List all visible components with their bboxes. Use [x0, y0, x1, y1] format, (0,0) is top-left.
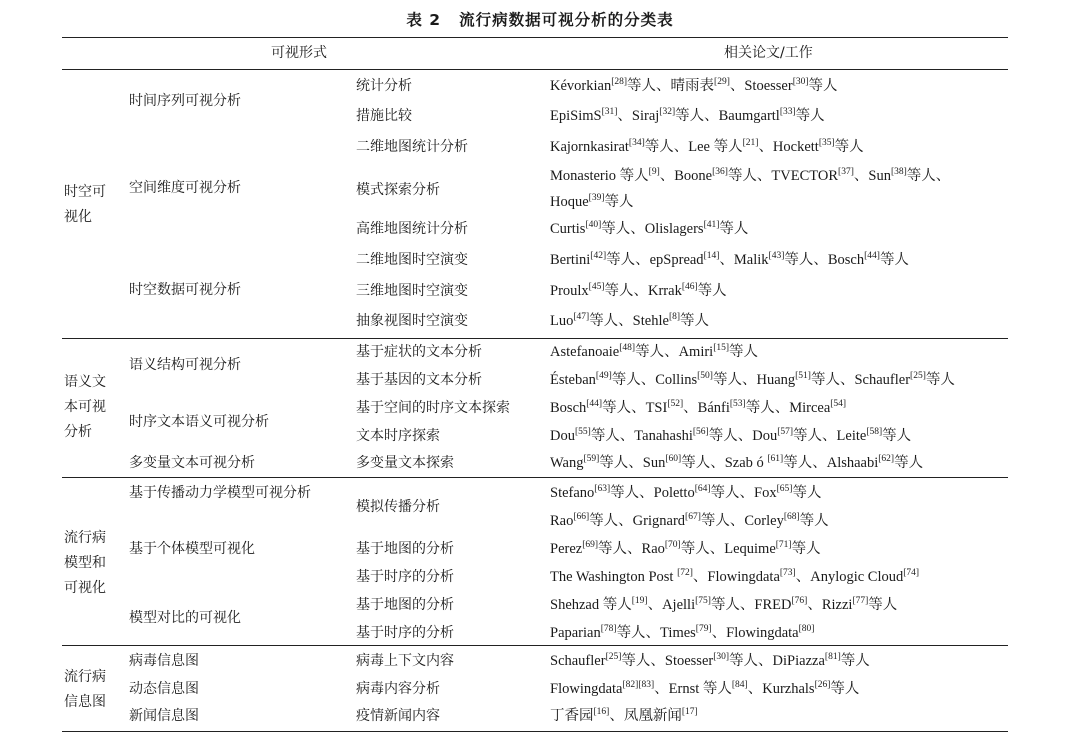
table-number: 表 2: [406, 11, 442, 29]
citation-number: [46]: [681, 282, 698, 292]
subcategory-label: 基于个体模型可视化: [129, 541, 255, 557]
reference-list: Bosch[44]等人、TSI[52]、Bánfi[53]等人、Mircea[54]: [550, 399, 847, 416]
method-label: 疫情新闻内容: [356, 708, 440, 724]
citation-number: [74]: [903, 568, 920, 578]
citation-number: [77]: [852, 596, 869, 606]
citation-number: [60]: [665, 454, 682, 464]
table-caption: [0, 8, 1080, 30]
reference-list: Curtis[40]等人、Olislagers[41]等人: [550, 220, 749, 237]
citation-number: [44]: [864, 251, 880, 261]
citation-number: [21]: [742, 138, 759, 148]
method-label: 三维地图时空演变: [356, 283, 468, 299]
method-label: 基于地图的分析: [356, 597, 454, 613]
citation-number: [40]: [585, 220, 602, 230]
section-rule: [62, 338, 1008, 339]
subcategory-label: 动态信息图: [129, 681, 199, 697]
reference-list: Dou[55]等人、Tanahashi[56]等人、Dou[57]等人、Leite[58]等人: [550, 427, 912, 444]
citation-number: [84]: [731, 680, 748, 690]
citation-number: [54]: [830, 399, 847, 409]
group-label: 时空可视化: [64, 184, 106, 225]
citation-number: [62]: [878, 454, 895, 464]
citation-number: [30]: [792, 77, 809, 87]
citation-number: [36]: [712, 167, 728, 177]
method-label: 病毒内容分析: [356, 681, 440, 697]
citation-number: [63]: [594, 484, 611, 494]
header-form: 可视形式: [271, 45, 327, 61]
reference-list: Astefanoaie[48]等人、Amiri[15]等人: [550, 343, 759, 360]
method-label: 高维地图统计分析: [356, 221, 468, 237]
section-rule: [62, 645, 1008, 646]
citation-number: [56]: [692, 427, 709, 437]
reference-list: Bertini[42]等人、epSpread[14]、Malik[43]等人、Bosch[44]等人: [550, 251, 909, 268]
subcategory-label: 时序文本语义可视分析: [129, 414, 269, 430]
citation-number: [29]: [714, 77, 730, 87]
citation-number: [25]: [605, 652, 622, 662]
reference-list: 丁香园[16]、凤凰新闻[17]: [550, 707, 698, 724]
citation-number: [37]: [838, 167, 854, 177]
citation-number: [75]: [695, 596, 711, 606]
method-label: 二维地图时空演变: [356, 252, 468, 268]
method-label: 二维地图统计分析: [356, 139, 468, 155]
citation-number: [78]: [600, 624, 617, 634]
subcategory-label: 时空数据可视分析: [129, 282, 241, 298]
subcategory-label: 病毒信息图: [129, 653, 199, 669]
method-label: 病毒上下文内容: [356, 653, 454, 669]
citation-number: [15]: [713, 343, 730, 353]
reference-list: Monasterio 等人[9]、Boone[36]等人、TVECTOR[37]、Sun[38]等人、: [550, 167, 951, 184]
citation-number: [76]: [791, 596, 808, 606]
method-label: 措施比较: [356, 108, 412, 124]
citation-number: [25]: [910, 371, 926, 381]
citation-number: [51]: [795, 371, 811, 381]
table-title: 流行病数据可视分析的分类表: [459, 11, 674, 29]
subcategory-label: 时间序列可视分析: [129, 93, 241, 109]
section-rule: [62, 477, 1008, 478]
citation-number: [64]: [694, 484, 711, 494]
header-rule: [62, 69, 1008, 70]
method-label: 抽象视图时空演变: [356, 313, 468, 329]
citation-number: [33]: [779, 107, 796, 117]
reference-list: Shehzad 等人[19]、Ajelli[75]等人、FRED[76]、Rizzi[77]等人: [550, 596, 898, 613]
citation-number: [17]: [681, 707, 698, 717]
group-label: 流行病信息图: [64, 669, 106, 710]
reference-list: Perez[69]等人、Rao[70]等人、Lequime[71]等人: [550, 540, 821, 557]
citation-number: [53]: [729, 399, 746, 409]
citation-number: [35]: [818, 138, 835, 148]
method-label: 基于症状的文本分析: [356, 344, 482, 360]
citation-number: [82][83]: [622, 680, 655, 690]
reference-list: Flowingdata[82][83]、Ernst 等人[84]、Kurzhals[26]等人: [550, 680, 860, 697]
citation-number: [73]: [779, 568, 796, 578]
subcategory-label: 语义结构可视分析: [129, 357, 241, 373]
reference-list: EpiSimS[31]、Siraj[32]等人、Baumgartl[33]等人: [550, 107, 825, 124]
citation-number: [9]: [648, 167, 660, 177]
citation-number: [41]: [703, 220, 720, 230]
citation-number: [59]: [583, 454, 600, 464]
citation-number: [19]: [631, 596, 648, 606]
citation-number: [55]: [574, 427, 591, 437]
citation-number: [34]: [628, 138, 645, 148]
citation-number: [67]: [685, 512, 701, 522]
method-label: 文本时序探索: [356, 428, 440, 444]
citation-number: [81]: [824, 652, 841, 662]
reference-list: The Washington Post [72]、Flowingdata[73]、Anylogic Cloud[74]: [550, 568, 920, 585]
subcategory-label: 基于传播动力学模型可视分析: [129, 485, 311, 501]
citation-number: [45]: [588, 282, 605, 292]
group-label: 流行病模型和可视化: [64, 530, 106, 596]
reference-list: Proulx[45]等人、Krrak[46]等人: [550, 282, 727, 299]
citation-number: [80]: [798, 624, 815, 634]
header-works: 相关论文/工作: [724, 45, 813, 61]
group-label: 语义文本可视分析: [64, 374, 106, 440]
reference-list-continued: Rao[66]等人、Grignard[67]等人、Corley[68]等人: [550, 512, 829, 529]
citation-number: [48]: [619, 343, 636, 353]
method-label: 模式探索分析: [356, 182, 440, 198]
citation-number: [28]: [611, 77, 628, 87]
method-label: 统计分析: [356, 78, 412, 94]
citation-number: [42]: [590, 251, 607, 261]
citation-number: [38]: [890, 167, 907, 177]
method-label: 基于地图的分析: [356, 541, 454, 557]
bottom-rule: [62, 731, 1008, 732]
method-label: 多变量文本探索: [356, 455, 454, 471]
citation-number: [26]: [814, 680, 831, 690]
reference-list: Wang[59]等人、Sun[60]等人、Szab ó [61]等人、Alshaabi[62]等人: [550, 454, 924, 471]
citation-number: [66]: [573, 512, 590, 522]
citation-number: [71]: [775, 540, 792, 550]
subcategory-label: 模型对比的可视化: [129, 610, 241, 626]
citation-number: [65]: [776, 484, 793, 494]
citation-number: [79]: [695, 624, 712, 634]
citation-number: [72]: [677, 568, 693, 578]
reference-list: Kajornkasirat[34]等人、Lee 等人[21]、Hockett[35]等人: [550, 138, 864, 155]
citation-number: [69]: [582, 540, 599, 550]
citation-number: [50]: [697, 371, 713, 381]
method-label: 模拟传播分析: [356, 499, 440, 515]
reference-list-continued: Hoque[39]等人: [550, 193, 634, 210]
citation-number: [49]: [595, 371, 612, 381]
citation-number: [43]: [768, 251, 785, 261]
citation-number: [16]: [593, 707, 610, 717]
subcategory-label: 空间维度可视分析: [129, 180, 241, 196]
citation-number: [70]: [664, 540, 681, 550]
citation-number: [39]: [588, 193, 605, 203]
citation-number: [30]: [713, 652, 730, 662]
citation-number: [14]: [703, 251, 720, 261]
citation-number: [58]: [866, 427, 883, 437]
citation-number: [47]: [573, 312, 590, 322]
subcategory-label: 多变量文本可视分析: [129, 455, 255, 471]
method-label: 基于空间的时序文本探索: [356, 400, 510, 416]
reference-list: Stefano[63]等人、Poletto[64]等人、Fox[65]等人: [550, 484, 822, 501]
method-label: 基于时序的分析: [356, 625, 454, 641]
method-label: 基于时序的分析: [356, 569, 454, 585]
citation-number: [52]: [667, 399, 684, 409]
subcategory-label: 新闻信息图: [129, 708, 199, 724]
reference-list: Kévorkian[28]等人、晴雨表[29]、Stoesser[30]等人: [550, 77, 838, 94]
citation-number: [68]: [783, 512, 800, 522]
citation-number: [61]: [767, 454, 784, 464]
reference-list: Ésteban[49]等人、Collins[50]等人、Huang[51]等人、Schaufler[25]等人: [550, 371, 955, 388]
citation-number: [57]: [777, 427, 794, 437]
citation-number: [8]: [668, 312, 681, 322]
top-rule: [62, 37, 1008, 38]
reference-list: Luo[47]等人、Stehle[8]等人: [550, 312, 710, 329]
citation-number: [44]: [586, 399, 603, 409]
reference-list: Schaufler[25]等人、Stoesser[30]等人、DiPiazza[81]等人: [550, 652, 870, 669]
reference-list: Paparian[78]等人、Times[79]、Flowingdata[80]: [550, 624, 815, 641]
citation-number: [32]: [659, 107, 676, 117]
method-label: 基于基因的文本分析: [356, 372, 482, 388]
citation-number: [31]: [601, 107, 618, 117]
